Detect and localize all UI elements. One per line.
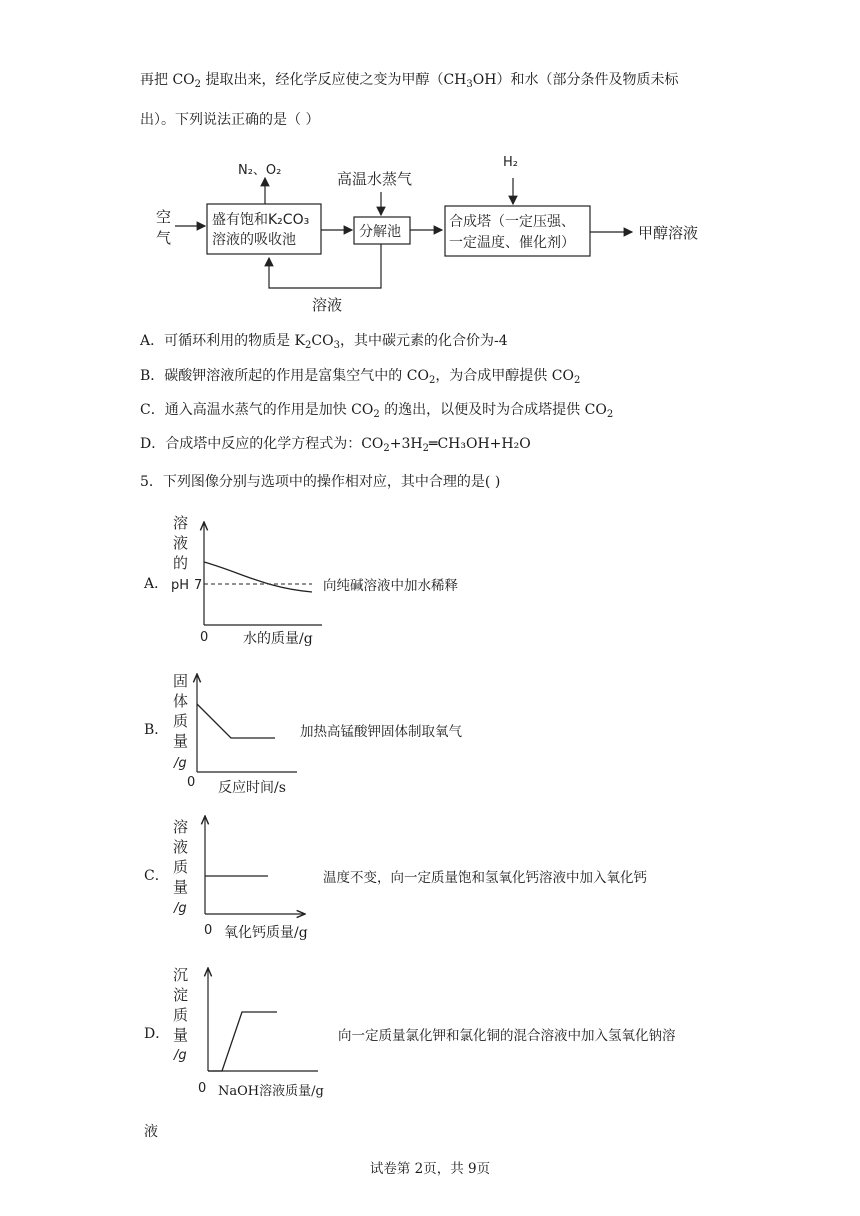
opt-c-sub2: 2 bbox=[606, 409, 614, 420]
graph-c-ylabel-4: 量 bbox=[173, 878, 189, 896]
graph-d-ylabel-4: 量 bbox=[173, 1026, 189, 1044]
opt-b-sub1: 2 bbox=[428, 375, 436, 386]
graph-a-ytick-7: 7 bbox=[194, 578, 203, 593]
graph-d-ylabel-5: /g bbox=[174, 1048, 187, 1063]
opt-d-text-c: ═CH₃OH+H₂O bbox=[429, 436, 531, 452]
graph-c-xlabel: 氧化钙质量/g bbox=[224, 925, 308, 941]
graph-a-ylabel-ph: pH bbox=[171, 578, 190, 593]
intro-line-2: 出）。下列说法正确的是（ ） bbox=[140, 112, 320, 128]
q4-option-a bbox=[140, 331, 508, 351]
graph-b-ylabel-3: 质 bbox=[173, 712, 189, 730]
opt-a-text-b: CO bbox=[311, 333, 334, 349]
process-flow-diagram bbox=[0, 140, 860, 320]
intro-text-a: 再把 CO bbox=[140, 72, 195, 88]
intro-text-b: 提取出来，经化学反应使之变为甲醇（CH bbox=[201, 72, 467, 88]
graph-b bbox=[160, 668, 310, 794]
q4-option-b bbox=[140, 366, 580, 386]
graph-a-ylabel-3: 的 bbox=[173, 554, 189, 572]
graph-d-line bbox=[208, 1012, 277, 1071]
product-label: 甲醇溶液 bbox=[638, 224, 699, 242]
graph-d-ylabel-2: 淀 bbox=[173, 986, 189, 1004]
air-label-1: 空 bbox=[156, 208, 172, 226]
h2-label: H₂ bbox=[503, 155, 518, 170]
intro-sub-b: 3 bbox=[466, 79, 473, 90]
synth-label-1: 合成塔（一定压强、 bbox=[449, 214, 575, 230]
graph-c-origin: 0 bbox=[204, 923, 213, 938]
q5-stem: 5．下列图像分别与选项中的操作相对应，其中合理的是( ) bbox=[140, 474, 501, 490]
graph-b-letter: B． bbox=[144, 722, 169, 738]
graph-a-xlabel: 水的质量/g bbox=[243, 631, 313, 647]
graph-c-ylabel-5: /g bbox=[174, 901, 187, 916]
opt-c-sub1: 2 bbox=[373, 409, 380, 420]
graph-d-ylabel-1: 沉 bbox=[173, 966, 189, 984]
opt-b-sub2: 2 bbox=[573, 375, 581, 386]
graph-b-ylabel-2: 体 bbox=[173, 692, 189, 710]
opt-b-text: B．碳酸钾溶液所起的作用是富集空气中的 CO bbox=[140, 368, 429, 384]
q4-option-d bbox=[140, 434, 531, 454]
q4-option-c bbox=[140, 400, 613, 420]
n2-o2-label: N₂、O₂ bbox=[238, 163, 282, 178]
graph-c-letter: C． bbox=[144, 868, 169, 884]
opt-a-text-c: ，其中碳元素的化合价为-4 bbox=[339, 333, 508, 349]
graph-d-origin: 0 bbox=[198, 1081, 207, 1096]
graph-b-xlabel: 反应时间/s bbox=[218, 780, 286, 796]
graph-d-caption-wrap: 液 bbox=[144, 1124, 158, 1140]
graph-b-caption: 加热高锰酸钾固体制取氧气 bbox=[300, 724, 462, 740]
steam-label: 高温水蒸气 bbox=[337, 170, 413, 188]
loop-label: 溶液 bbox=[312, 296, 343, 314]
opt-d-text-b: +3H bbox=[389, 436, 423, 452]
opt-d-sub1: 2 bbox=[383, 443, 390, 454]
page-footer: 试卷第 2页，共 9页 bbox=[369, 1161, 491, 1177]
graph-c-ylabel-3: 质 bbox=[173, 858, 189, 876]
graph-b-ylabel-1: 固 bbox=[173, 672, 189, 690]
graph-a-ylabel-1: 溶 bbox=[173, 514, 189, 532]
synth-label-2: 一定温度、催化剂） bbox=[449, 235, 575, 251]
opt-c-text: C．通入高温水蒸气的作用是加快 CO bbox=[140, 402, 374, 418]
graph-b-ylabel-4: 量 bbox=[173, 732, 189, 750]
graph-b-ylabel-5: /g bbox=[174, 756, 187, 771]
intro-line-1 bbox=[140, 70, 678, 90]
opt-b-text-b: ，为合成甲醇提供 CO bbox=[435, 368, 574, 384]
graph-a-letter: A． bbox=[144, 576, 169, 592]
graph-d-caption: 向一定质量氯化钾和氯化铜的混合溶液中加入氢氧化钠溶 bbox=[338, 1028, 676, 1044]
opt-a-sub2: 3 bbox=[333, 340, 340, 351]
absorber-label-1: 盛有饱和K₂CO₃ bbox=[212, 212, 310, 228]
opt-a-sub1: 2 bbox=[305, 340, 312, 351]
opt-a-text: A．可循环利用的物质是 K bbox=[140, 333, 306, 349]
intro-text-c: OH）和水（部分条件及物质未标 bbox=[472, 72, 679, 88]
graph-d-xlabel: NaOH溶液质量/g bbox=[218, 1084, 324, 1099]
graph-c-ylabel-1: 溶 bbox=[173, 818, 189, 836]
opt-d-sub2: 2 bbox=[422, 443, 430, 454]
intro-sub-a: 2 bbox=[194, 79, 202, 90]
graph-b-line bbox=[197, 704, 275, 738]
graph-a-origin: 0 bbox=[200, 630, 209, 645]
graph-a-ylabel-2: 液 bbox=[173, 534, 189, 552]
opt-d-text: D．合成塔中反应的化学方程式为：CO bbox=[140, 436, 384, 452]
graph-a-caption: 向纯碱溶液中加水稀释 bbox=[323, 578, 458, 594]
graph-c-caption: 温度不变，向一定质量饱和氢氧化钙溶液中加入氧化钙 bbox=[323, 870, 647, 886]
decomposer-label: 分解池 bbox=[359, 224, 401, 240]
graph-c-ylabel-2: 液 bbox=[173, 838, 189, 856]
absorber-label-2: 溶液的吸收池 bbox=[212, 232, 296, 248]
opt-c-text-b: 的逸出，以便及时为合成塔提供 CO bbox=[379, 402, 607, 418]
air-label-2: 气 bbox=[156, 229, 172, 247]
graph-d-letter: D． bbox=[144, 1026, 170, 1042]
graph-d-ylabel-3: 质 bbox=[173, 1006, 189, 1024]
graph-a-curve bbox=[204, 562, 312, 592]
graph-b-origin: 0 bbox=[187, 775, 196, 790]
